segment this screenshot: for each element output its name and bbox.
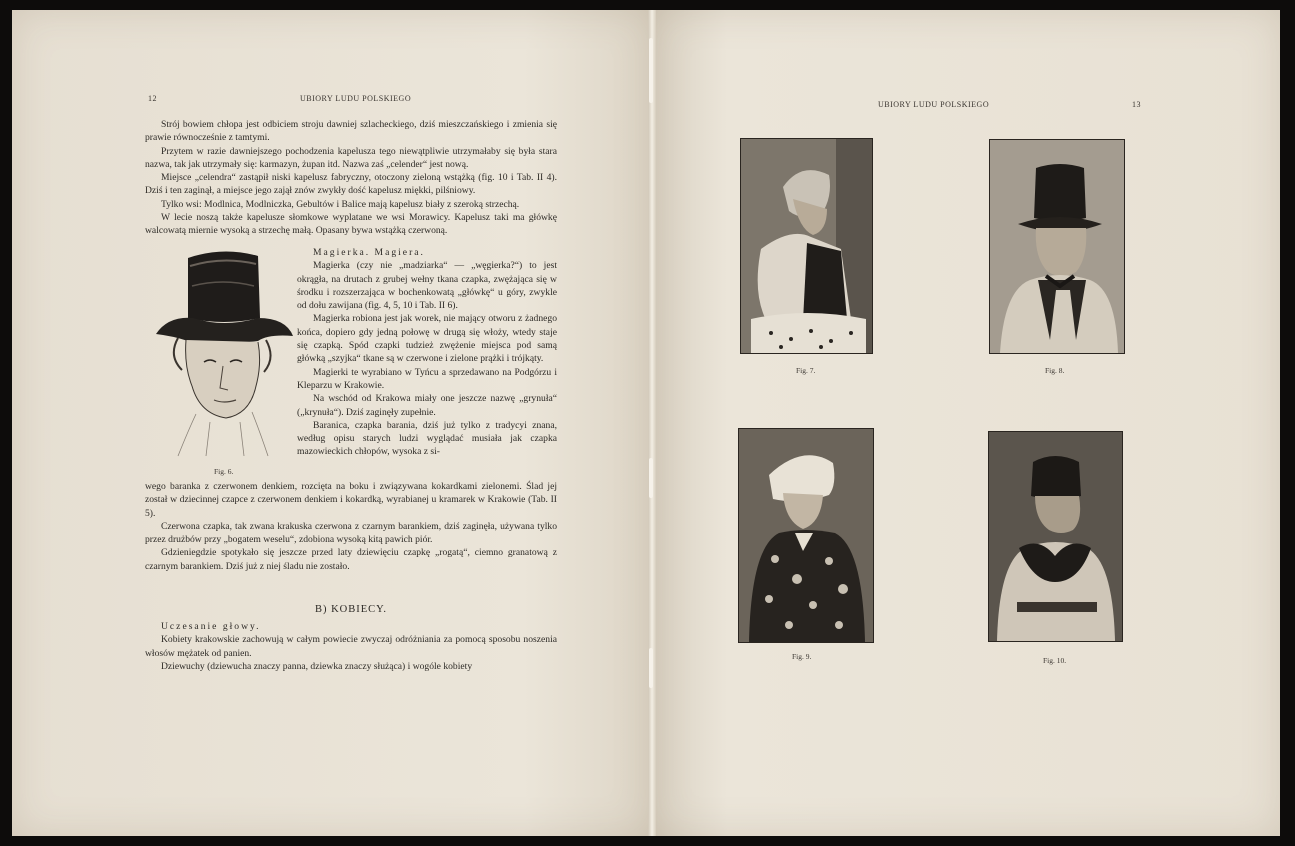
binding-stitch — [649, 648, 653, 688]
paragraph: Gdzieniegdzie spotykało się jeszcze przed laty dziewięciu czapkę „rogatą“, ciemno granatową z czarnym barankiem. Dziś już z niej śladu nie zostało. — [145, 547, 557, 572]
paragraph: Magierka (czy nie „madziarka“ — „węgierka?“) to jest okrągła, na drutach z grubej wełny tkana czapka, zwężająca się w środku i rozszerzająca w bochenkowatą „główkę“ u góry, zwykle od dołu zawijana (fig. 4, 5, 10 i Tab. II 6). — [297, 260, 557, 312]
paragraph: wego baranka z czerwonem denkiem, rozcięta na boku i związywana kokardkami zielonemi. Ślad jej został w dziecinnej czapce z czerwonem denkiem i kokardką, wyrabianej u kramarek w Krakowie (Tab. II 5). — [145, 481, 557, 519]
fig7-photo — [740, 138, 873, 354]
fig10-photo — [988, 431, 1123, 642]
subheading-uczesanie: Uczesanie głowy. — [161, 621, 261, 632]
page-number-right: 13 — [1132, 100, 1141, 109]
fig8-caption: Fig. 8. — [1045, 366, 1065, 375]
page-number-left: 12 — [148, 94, 157, 103]
body-text-top — [145, 118, 557, 238]
woman-profile-photo — [741, 139, 872, 353]
paragraph: Tylko wsi: Modlnica, Modlniczka, Gebultów i Balice mają kapelusz biały z szeroką strzechą. — [161, 198, 520, 210]
fig9-caption: Fig. 9. — [792, 652, 812, 661]
man-fur-coat-photo — [989, 432, 1122, 641]
fig6-caption: Fig. 6. — [214, 467, 234, 476]
paragraph: Magierki te wyrabiano w Tyńcu a sprzedawano na Podgórzu i Kleparzu w Krakowie. — [297, 366, 557, 391]
woman-headscarf-photo — [739, 429, 873, 642]
paragraph: Strój bowiem chłopa jest odbiciem stroju dawniej szlacheckiego, dziś mieszczańskiego i zmienia się prawie równocześnie z tamtymi. — [145, 119, 557, 144]
wrap-column — [297, 246, 557, 459]
binding-stitch — [649, 38, 653, 66]
paragraph: Dziewuchy (dziewucha znaczy panna, dziewka znaczy służąca) i wogóle kobiety — [161, 660, 473, 672]
right-page — [652, 10, 1280, 836]
binding-stitch — [649, 458, 653, 498]
book-gutter — [648, 10, 656, 836]
fig10-caption: Fig. 10. — [1043, 656, 1067, 665]
paragraph: Czerwona czapka, tak zwana krakuska czerwona z czarnym barankiem, dziś zaginęła, używana tylko przez drużbów przy „bogatem weselu“, zdobiona wysoką kitą pawich piór. — [145, 520, 557, 546]
binding-stitch — [649, 63, 653, 103]
man-with-hat-photo — [990, 140, 1124, 353]
peasant-hat-drawing — [148, 246, 298, 461]
running-head-left: UBIORY LUDU POLSKIEGO — [300, 94, 412, 103]
paragraph: Miejsce „celendra“ zastąpił niski kapelusz fabryczny, otoczony zieloną wstążką (fig. 10 i Tab. II 4). Dziś i ten zaginął, a miejsce jego zajął znów zwykły dość kapelusz miękki, pilśniowy. — [145, 172, 557, 197]
section-text — [145, 620, 557, 673]
paragraph: Magierka robiona jest jak worek, nie mający otworu z żadnego końca, dopiero gdy jedną połowę w drugą się włoży, wtedy staje się czapką. Spód czapki tudzież zwężenie miejsca pod samą główką „szyjka“ tkane są w czerwone i zielone prążki i trójkąty. — [297, 313, 557, 365]
subheading-magierka: Magierka. Magiera. — [313, 247, 425, 258]
paragraph: Baranica, czapka barania, dziś już tylko z tradycyi znana, według opisu starych ludzi wyglądać musiała jak czapka mazowieckich chłopów, wysoka z si- — [297, 419, 557, 458]
section-title: B) KOBIECY. — [314, 604, 388, 615]
paragraph: W lecie noszą także kapelusze słomkowe wyplatane we wsi Morawicy. Kapelusz taki ma główkę walcowatą miernie wysoką a strzechę małą. Opasany bywa wstążką czerwoną. — [145, 212, 557, 237]
fig8-photo — [989, 139, 1125, 354]
fig9-photo — [738, 428, 874, 643]
paragraph: Kobiety krakowskie zachowują w całym powiecie zwyczaj odróżniania za pomocą sposobu noszenia włosów mężatek od panien. — [145, 634, 557, 659]
fig6-illustration — [148, 246, 298, 461]
running-head-right: UBIORY LUDU POLSKIEGO — [878, 100, 990, 109]
paragraph: Na wschód od Krakowa miały one jeszcze nazwę „grynuła“ („krynuła“). Dziś zaginęły zupełnie. — [297, 393, 557, 418]
body-text-after — [145, 480, 557, 573]
paragraph: Przytem w razie dawniejszego pochodzenia kapelusza tego niewątpliwie utrzymałaby się była stara nazwa, tak jak utrzymały się: karmazyn, żupan itd. Nazwa zaś „celender“ jest nową. — [145, 145, 557, 170]
fig7-caption: Fig. 7. — [796, 366, 816, 375]
